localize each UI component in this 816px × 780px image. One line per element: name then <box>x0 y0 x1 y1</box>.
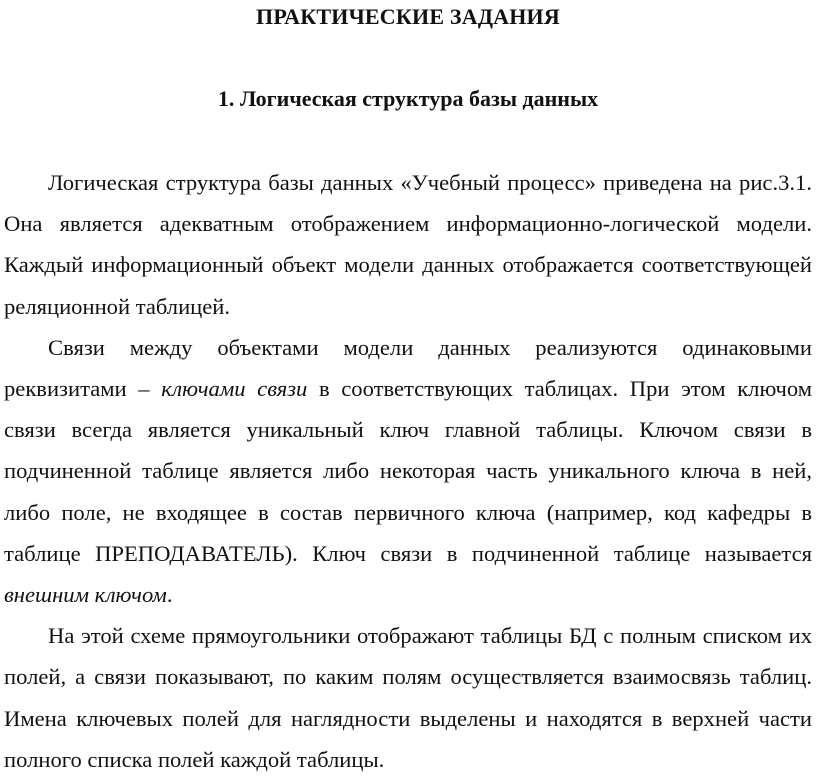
paragraph-2-text-2: в соответствующих таблицах. При этом ключом связи всегда является уникальный ключ главной таблицы. Ключом связи в подчиненной таблице является либо некоторая часть уникального ключа в ней, либо поле, не входящее в состав первичного ключа (например, код кафедры в таблице ПРЕПОДАВАТЕЛЬ). Ключ связи в подчиненной таблице называется <box>4 376 812 566</box>
document-body <box>4 162 812 780</box>
term-link-key: ключами связи <box>161 376 308 402</box>
paragraph-2 <box>4 327 812 615</box>
paragraph-1: Логическая структура базы данных «Учебный процесс» приведена на рис.3.1. Она является адекватным отображением информационно-логической модели. Каждый информационный объект модели данных отображается соответствующей реляционной таблицей. <box>4 170 812 319</box>
term-foreign-key: внешним ключом <box>4 582 167 608</box>
page-title: ПРАКТИЧЕСКИЕ ЗАДАНИЯ <box>256 4 560 29</box>
paragraph-2-text-1: Связи между объектами модели данных реализуются одинаковыми реквизитами – <box>4 334 812 402</box>
paragraph-3: На этой схеме прямоугольники отображают таблицы БД с полным списком их полей, а связи показывают, по каким полям осуществляется взаимосвязь таблиц. Имена ключевых полей для наглядности выделены и находятся в верхней части полного списка полей каждой таблицы. <box>4 623 812 772</box>
paragraph-2-text-3: . <box>166 582 173 608</box>
section-heading: 1. Логическая структура базы данных <box>217 86 599 111</box>
